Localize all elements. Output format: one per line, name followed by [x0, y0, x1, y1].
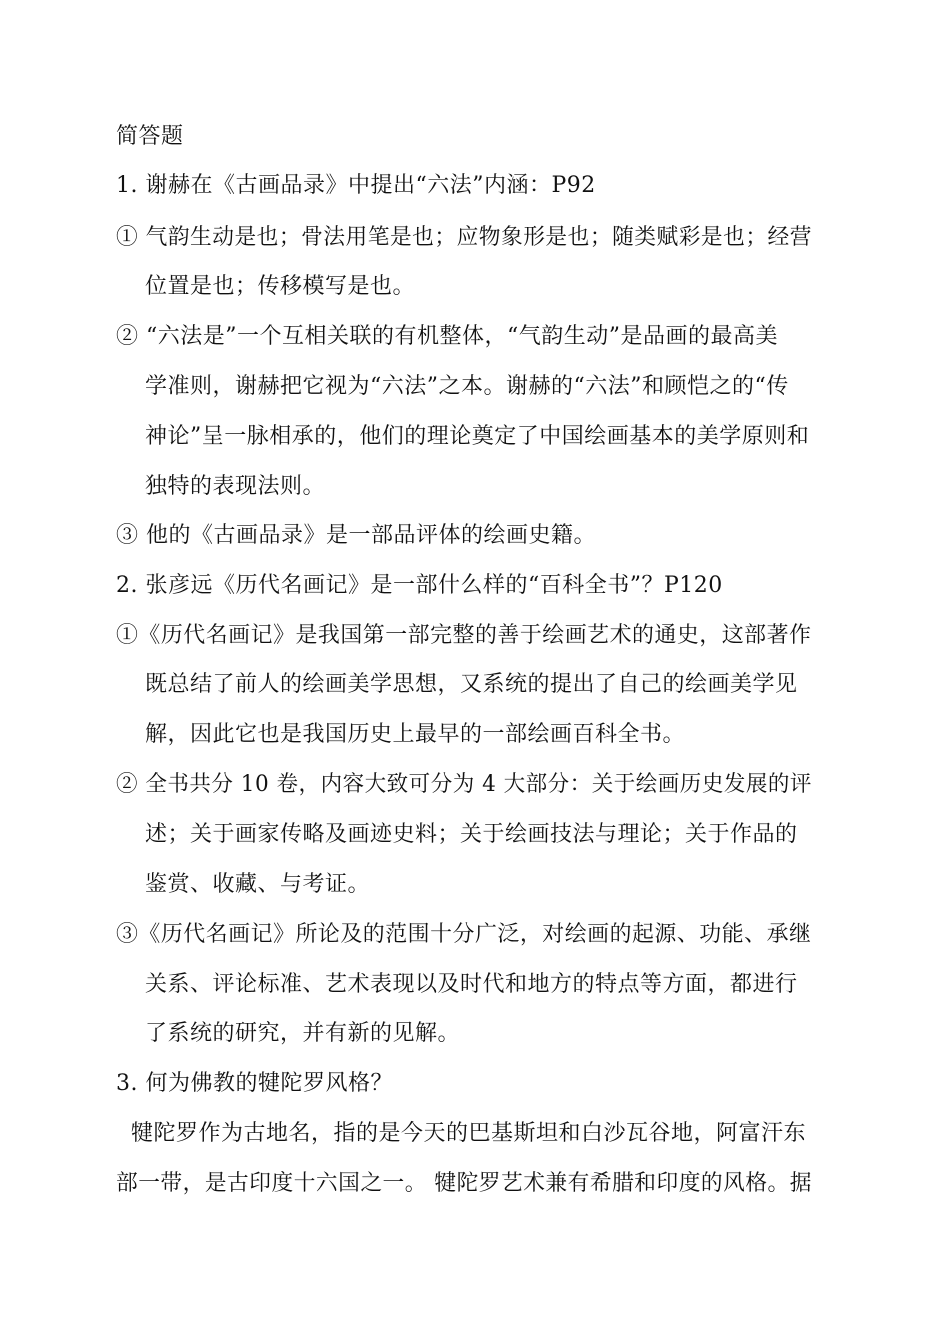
- question-3-heading: 3. 何为佛教的犍陀罗风格？: [116, 1071, 393, 1096]
- q2-point-2-line-2: 述；关于画家传略及画迹史料；关于绘画技法与理论；关于作品的: [145, 822, 798, 847]
- q2-point-2-line-3: 鉴赏、收藏、与考证。: [145, 872, 371, 897]
- q1-point-3-line-1: ③ 他的《古画品录》是一部品评体的绘画史籍。: [116, 523, 596, 548]
- q2-point-1-line-3: 解，因此它也是我国历史上最早的一部绘画百科全书。: [145, 722, 686, 747]
- q3-paragraph-line-1: 犍陀罗作为古地名，指的是今天的巴基斯坦和白沙瓦谷地，阿富汗东: [116, 1121, 806, 1146]
- q1-point-1-line-2: 位置是也；传移模写是也。: [145, 274, 416, 299]
- q3-paragraph-line-2: 部一带，是古印度十六国之一。 犍陀罗艺术兼有希腊和印度的风格。据: [116, 1171, 812, 1196]
- question-2-heading: 2. 张彦远《历代名画记》是一部什么样的“百科全书”？P120: [116, 573, 723, 598]
- q1-point-1-line-1: ① 气韵生动是也；骨法用笔是也；应物象形是也；随类赋彩是也；经营: [116, 225, 812, 250]
- q2-point-3-line-1: ③《历代名画记》所论及的范围十分广泛，对绘画的起源、功能、承继: [116, 922, 812, 947]
- question-1-heading: 1. 谢赫在《古画品录》中提出“六法”内涵：P92: [116, 173, 596, 198]
- q1-point-2-line-4: 独特的表现法则。: [145, 474, 326, 499]
- q2-point-3-line-2: 关系、评论标准、艺术表现以及时代和地方的特点等方面，都进行: [145, 972, 798, 997]
- section-title: 简答题: [116, 124, 184, 149]
- q2-point-1-line-2: 既总结了前人的绘画美学思想，又系统的提出了自己的绘画美学见: [145, 672, 798, 697]
- q1-point-2-line-3: 神论”呈一脉相承的，他们的理论奠定了中国绘画基本的美学原则和: [145, 424, 810, 449]
- q2-point-2-line-1: ② 全书共分 10 卷，内容大致可分为 4 大部分：关于绘画历史发展的评: [116, 772, 812, 797]
- q2-point-3-line-3: 了系统的研究，并有新的见解。: [145, 1021, 461, 1046]
- q2-point-1-line-1: ①《历代名画记》是我国第一部完整的善于绘画艺术的通史，这部著作: [116, 623, 812, 648]
- q1-point-2-line-2: 学准则，谢赫把它视为“六法”之本。谢赫的“六法”和顾恺之的“传: [145, 374, 789, 399]
- q1-point-2-line-1: ② “六法是”一个互相关联的有机整体，“气韵生动”是品画的最高美: [116, 324, 778, 349]
